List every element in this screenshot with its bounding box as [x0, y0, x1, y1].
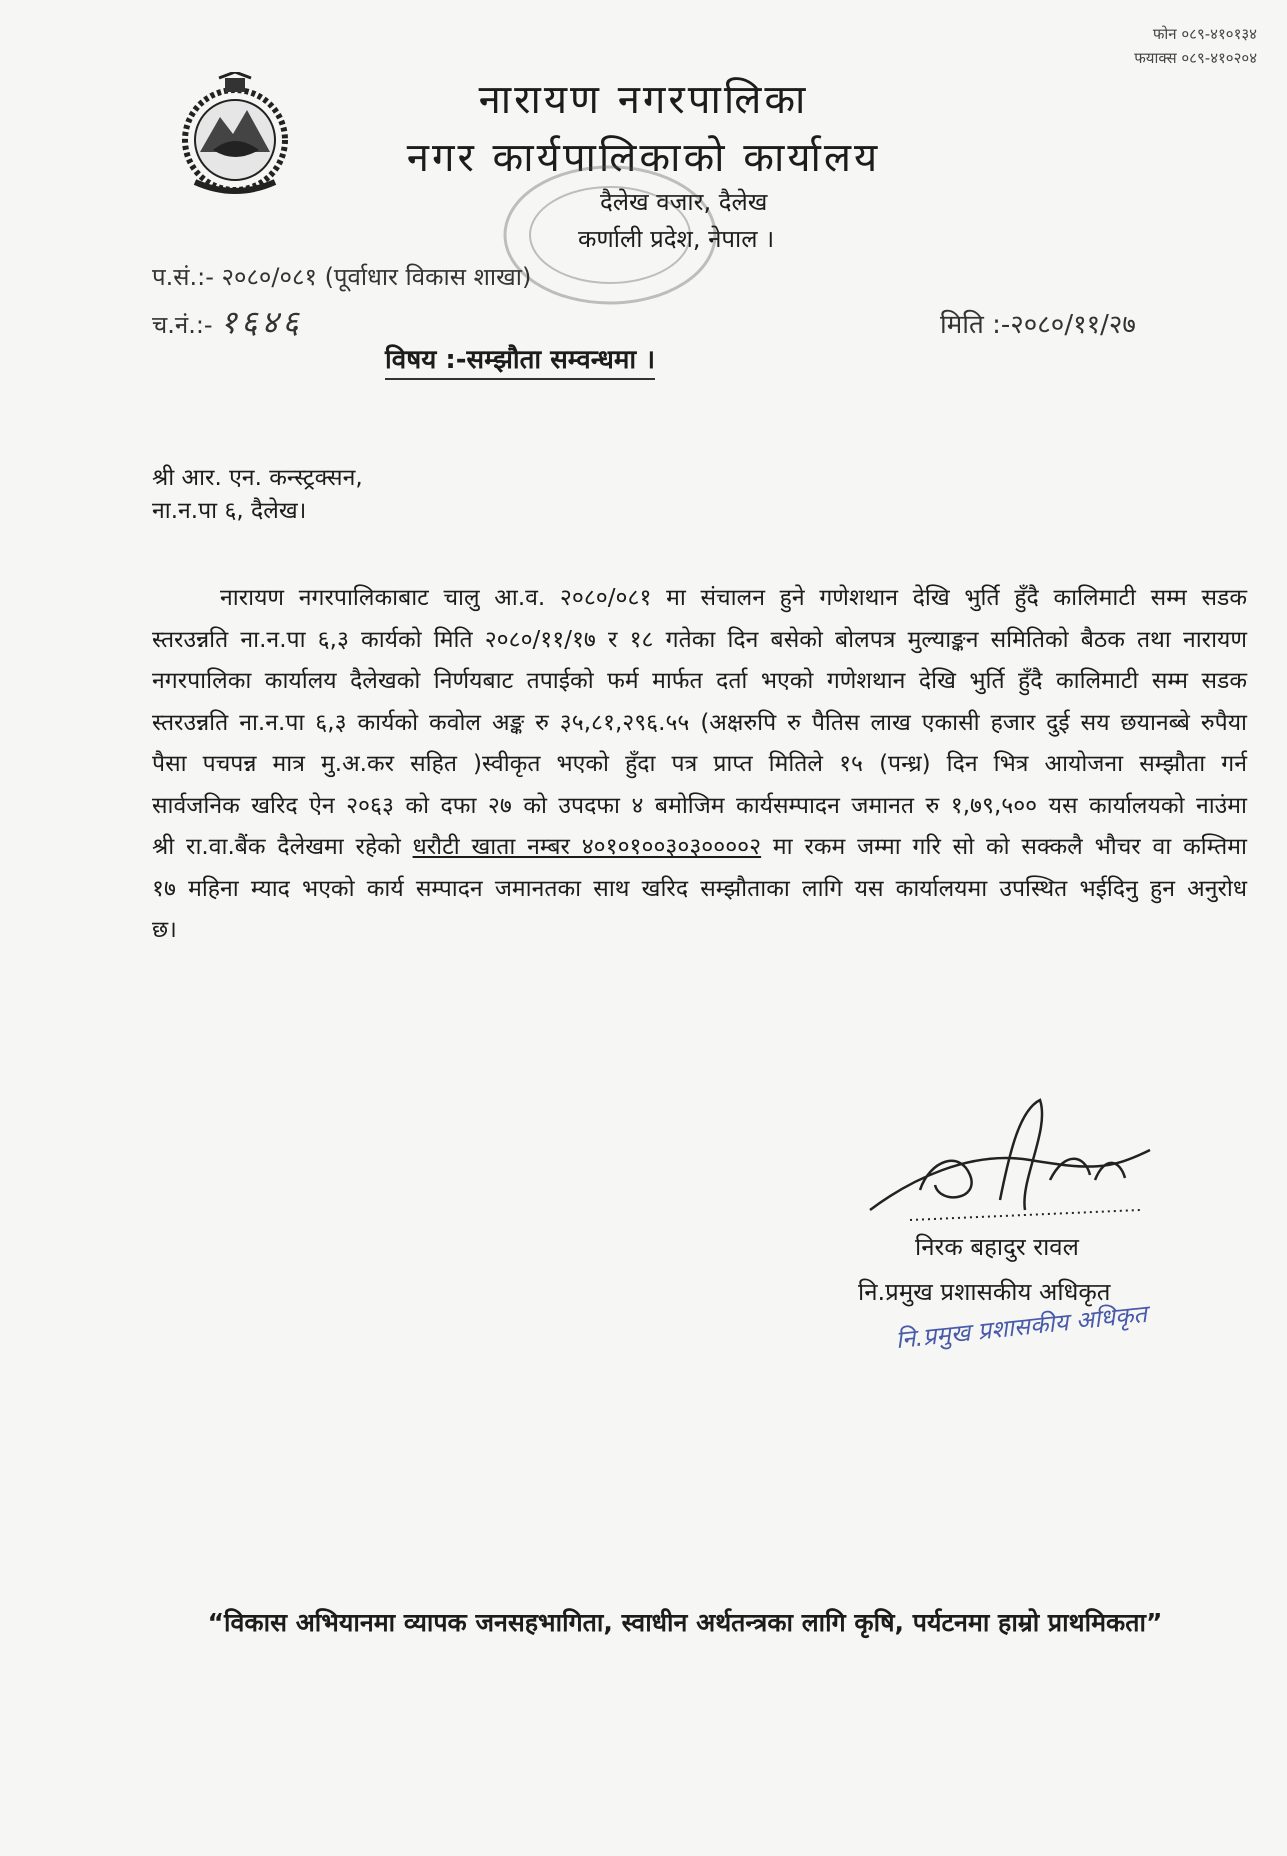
signatory-name: निरक बहादुर रावल: [915, 1233, 1079, 1261]
phone-number: फोन ०८९-४१०१३४: [1152, 25, 1257, 43]
office-name: नगर कार्यपालिकाको कार्यालय: [406, 135, 881, 181]
handwritten-signature-icon: [850, 1090, 1170, 1240]
recipient-address: ना.न.पा ६, दैलेख।: [152, 498, 307, 524]
letter-date: मिति :-२०८०/११/२७: [940, 310, 1136, 340]
dispatch-label: च.नं.:-: [152, 311, 213, 339]
body-text-part-2: मा रकम जम्मा गरि सो को सक्कलै भौचर वा कम्तिमा १७ महिना म्याद भएको कार्य सम्पादन जमानतका साथ खरिद सम्झौताका लागि यस कार्यालयमा उपस्थित भईदिनु हुन अनुरोध छ।: [152, 834, 1247, 943]
reference-number: प.सं.:- २०८०/०८१ (पूर्वाधार विकास शाखा): [152, 263, 532, 291]
dispatch-value: १६४६: [220, 303, 303, 341]
letter-body: [152, 578, 1247, 952]
org-name: नारायण नगरपालिका: [478, 77, 809, 123]
recipient-name: श्री आर. एन. कन्स्ट्रक्सन,: [152, 465, 363, 491]
signatory-stamp: नि.प्रमुख प्रशासकीय अधिकृत: [894, 1299, 1149, 1355]
footer-motto: “विकास अभियानमा व्यापक जनसहभागिता, स्वाधीन अर्थतन्त्रका लागि कृषि, पर्यटनमा हाम्रो प्राथमिकता”: [207, 1608, 1163, 1637]
contact-info: [1134, 22, 1257, 70]
address-line-1: दैलेख वजार, दैलेख: [600, 188, 768, 216]
dispatch-number: [152, 300, 303, 343]
fax-number: फयाक्स ०८९-४१०२०४: [1134, 49, 1257, 67]
address-line-2: कर्णाली प्रदेश, नेपाल ।: [578, 225, 775, 253]
body-text-part-1: नारायण नगरपालिकाबाट चालु आ.व. २०८०/०८१ मा संचालन हुने गणेशथान देखि भुर्ति हुँदै कालिमाटी सम्म सडक स्तरउन्नति ना.न.पा ६,३ कार्यको मिति २०८०/११/१७ र १८ गतेका दिन बसेको बोलपत्र मुल्याङ्कन समितिको बैठक तथा नारायण नगरपालिका कार्यालय दैलेखको निर्णयबाट तपाईको फर्म मार्फत दर्ता भएको गणेशथान देखि भुर्ति हुँदै कालिमाटी सम्म सडक स्तरउन्नति ना.न.पा ६,३ कार्यको कवोल अङ्क रु ३५,८१,२९६.५५ (अक्षरुपि रु पैतिस लाख एकासी हजार दुई सय छयानब्बे रुपैया पैसा पचपन्न मात्र मु.अ.कर सहित )स्वीकृत भएको हुँदा पत्र प्राप्त मितिले १५ (पन्ध्र) दिन भित्र आयोजना सम्झौता गर्न सार्वजनिक खरिद ऐन २०६३ को दफा २७ को उपदफा ४ बमोजिम कार्यसम्पादन जमानत रु १,७९,५०० यस कार्यालयको नाउंमा श्री रा.वा.बैंक दैलेखमा रहेको: [152, 585, 1247, 860]
deposit-account-number: धरौटी खाता नम्बर ४०१०१००३०३००००२: [412, 834, 762, 860]
letter-subject: विषय :-सम्झौता सम्वन्धमा ।: [385, 340, 655, 380]
signatory-title: नि.प्रमुख प्रशासकीय अधिकृत: [858, 1278, 1111, 1306]
